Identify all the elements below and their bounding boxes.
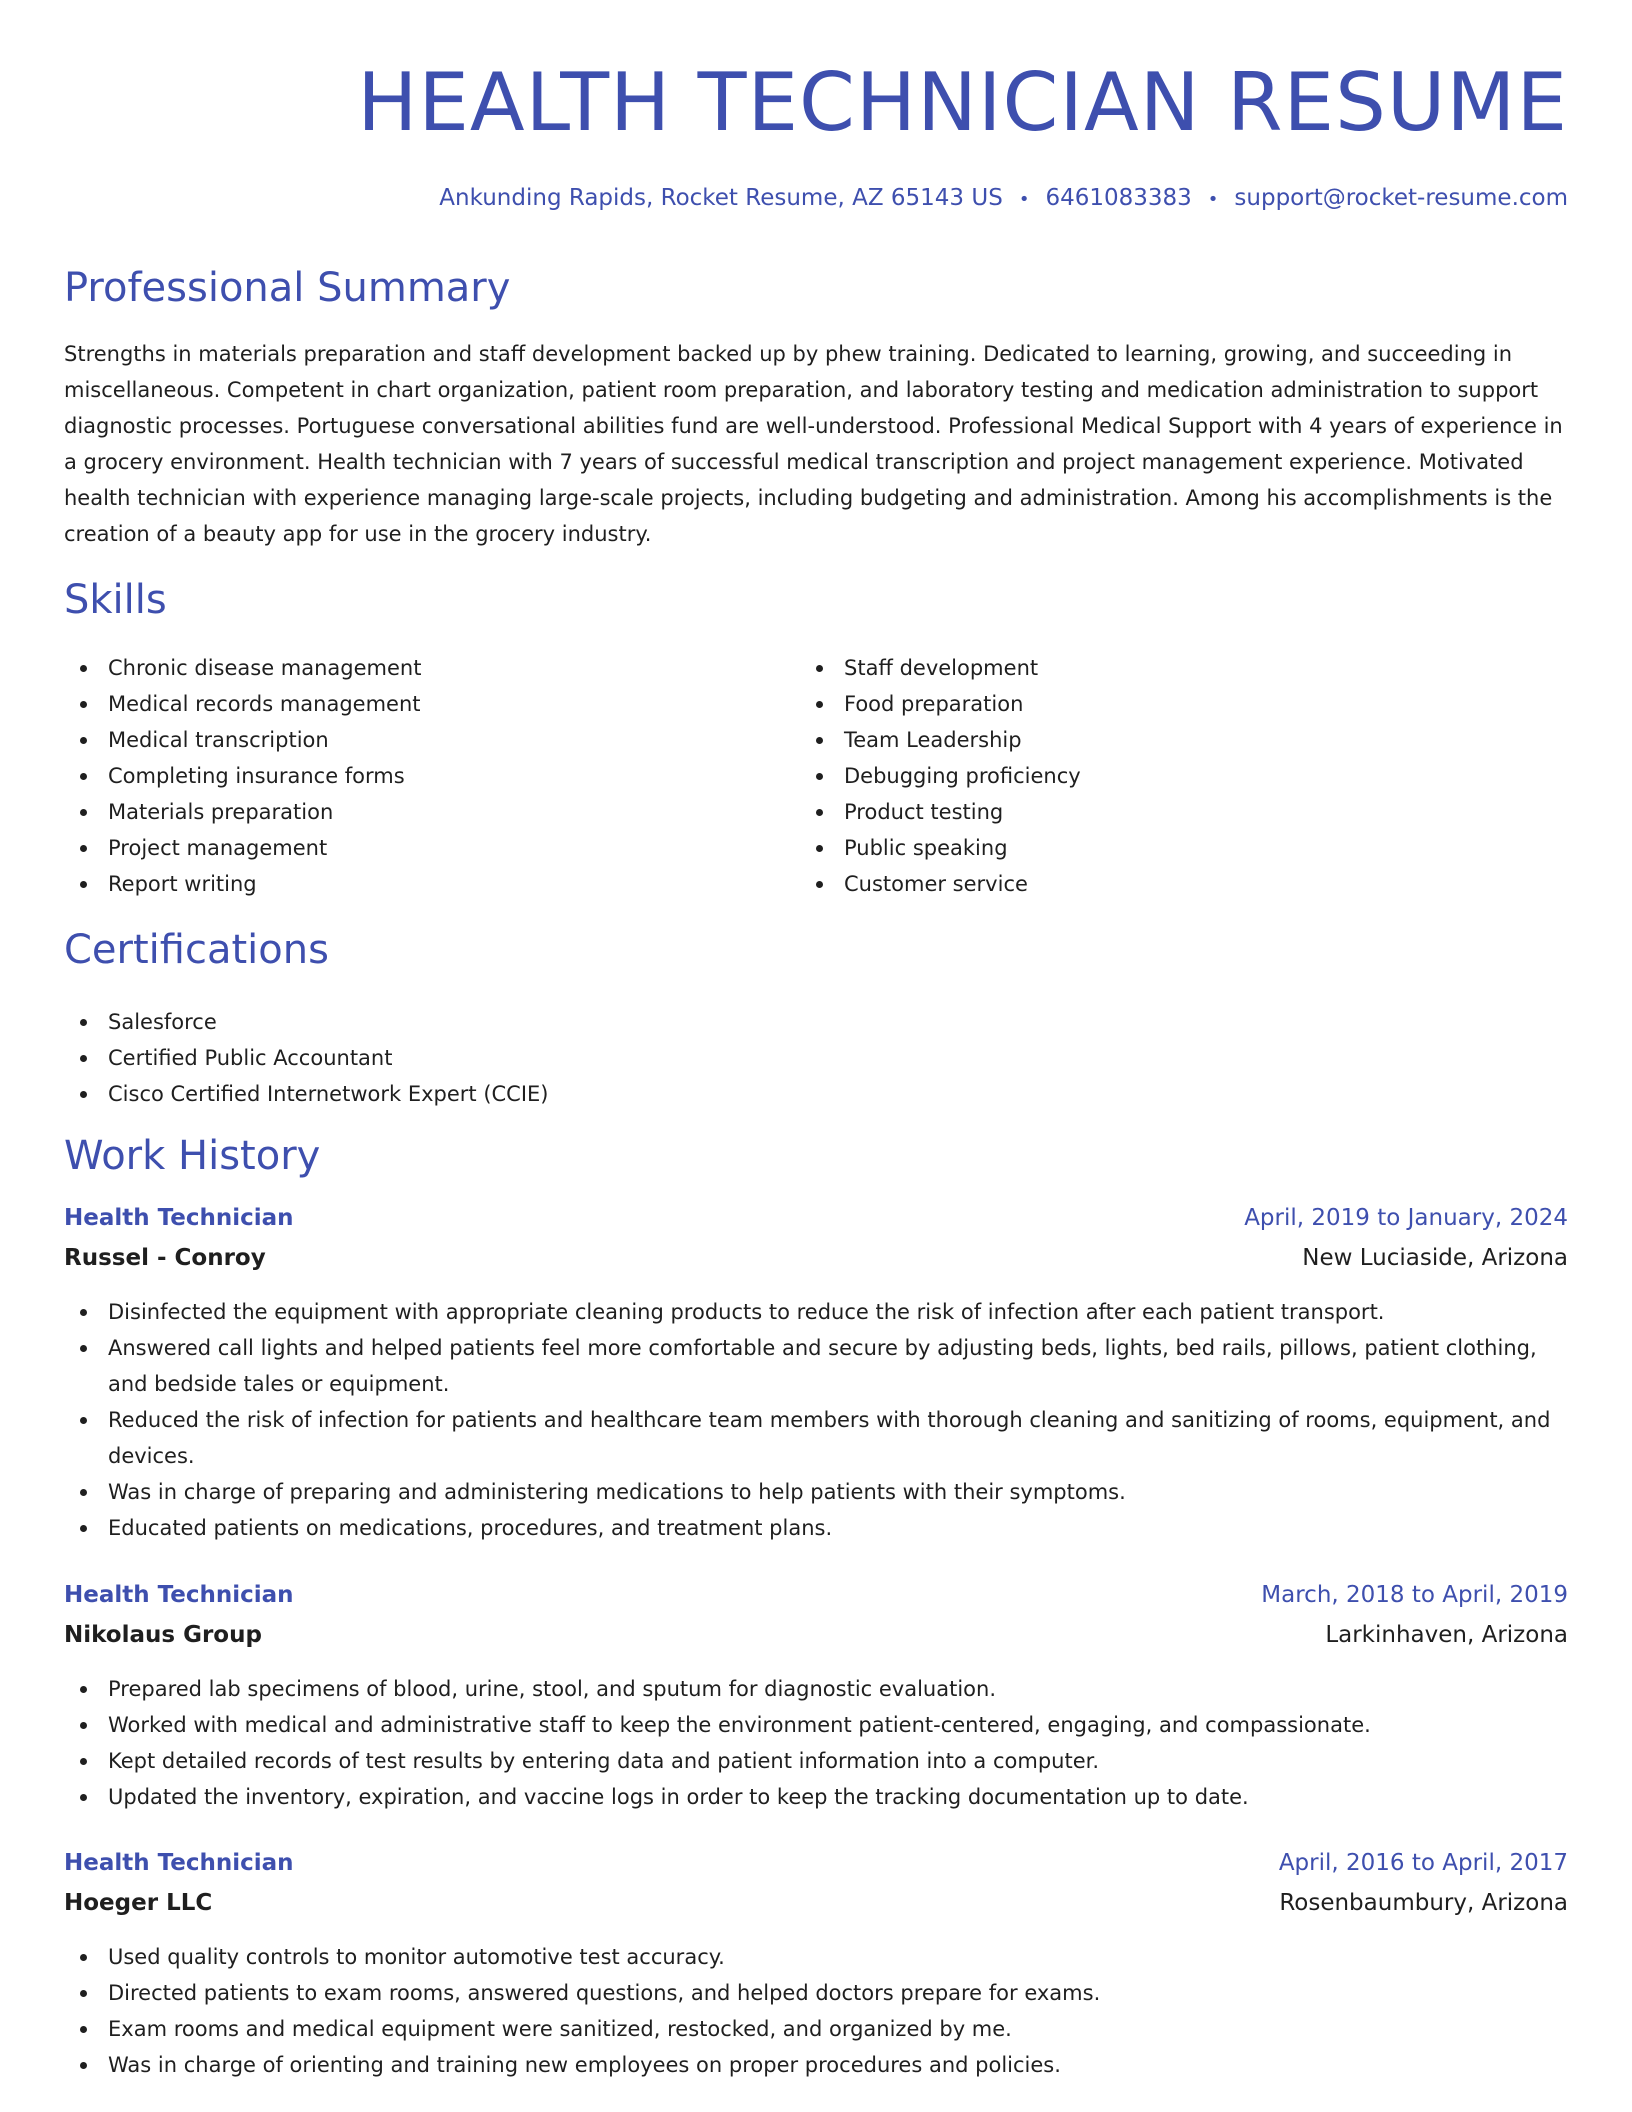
job-dates: March, 2018 to April, 2019 — [1261, 1582, 1568, 1608]
job-company-row — [64, 1617, 1568, 1657]
job-company: Hoeger LLC — [64, 1890, 213, 1916]
job-entry — [64, 1200, 1568, 1546]
job-company-row — [64, 1240, 1568, 1280]
job-bullet: Was in charge of orienting and training new employees on proper procedures and policies. — [64, 2047, 1568, 2083]
work-history-heading: Work History — [64, 1133, 321, 1179]
job-title-row — [64, 1200, 1568, 1240]
job-bullets — [64, 1939, 1568, 2083]
job-location: Rosenbaumbury, Arizona — [1279, 1890, 1568, 1916]
summary-heading: Professional Summary — [64, 265, 511, 311]
certifications-section — [64, 1004, 1568, 1112]
contact-address: Ankunding Rapids, Rocket Resume, AZ 65143 US — [439, 185, 1003, 211]
job-bullet: Updated the inventory, expiration, and vaccine logs in order to keep the tracking documentation up to date. — [64, 1779, 1568, 1815]
job-bullet: Educated patients on medications, procedures, and treatment plans. — [64, 1510, 1568, 1546]
job-bullets — [64, 1294, 1568, 1546]
job-title-row — [64, 1845, 1568, 1885]
certifications-list — [64, 1004, 1568, 1112]
job-company-row — [64, 1885, 1568, 1925]
skills-left-column — [64, 650, 804, 902]
certifications-heading: Certifications — [64, 927, 329, 973]
skill-item: Medical transcription — [64, 722, 804, 758]
contact-line — [439, 182, 1568, 216]
skill-item: Materials preparation — [64, 794, 804, 830]
skills-left-list — [64, 650, 804, 902]
summary-text: Strengths in materials preparation and staff development backed up by phew training. Dedicated to learning, growing, and succeeding in miscellaneous. Competent in chart organization, patient room preparation, and laboratory testing and medication administration to support diagnostic processes. Portuguese conversational abilities fund are well-understood. Professional Medical Support with 4 years of experience in a grocery environment. Health technician with 7 years of successful medical transcription and project management experience. Motivated health technician with experience managing large-scale projects, including budgeting and administration. Among his accomplishments is the creation of a beauty app for use in the grocery industry. — [64, 342, 1563, 546]
job-title: Health Technician — [64, 1582, 294, 1608]
job-dates: April, 2019 to January, 2024 — [1244, 1205, 1568, 1231]
certification-item: Salesforce — [64, 1004, 1568, 1040]
skill-item: Project management — [64, 830, 804, 866]
contact-separator: • — [1018, 189, 1030, 210]
job-entry — [64, 1577, 1568, 1815]
skill-item: Chronic disease management — [64, 650, 804, 686]
job-bullet: Reduced the risk of infection for patients and healthcare team members with thorough cleaning and sanitizing of rooms, equipment, and devices. — [64, 1402, 1568, 1474]
skill-item: Medical records management — [64, 686, 804, 722]
job-location: New Luciaside, Arizona — [1302, 1245, 1568, 1271]
skill-item: Staff development — [800, 650, 1540, 686]
skill-item: Public speaking — [800, 830, 1540, 866]
job-bullet: Worked with medical and administrative staff to keep the environment patient-centered, engaging, and compassionate. — [64, 1707, 1568, 1743]
skill-item: Report writing — [64, 866, 804, 902]
job-entry — [64, 1845, 1568, 2083]
certification-item: Certified Public Accountant — [64, 1040, 1568, 1076]
job-dates: April, 2016 to April, 2017 — [1278, 1850, 1568, 1876]
skill-item: Product testing — [800, 794, 1540, 830]
skill-item: Team Leadership — [800, 722, 1540, 758]
job-bullet: Used quality controls to monitor automotive test accuracy. — [64, 1939, 1568, 1975]
skill-item: Customer service — [800, 866, 1540, 902]
job-company: Nikolaus Group — [64, 1622, 262, 1648]
skill-item: Debugging proficiency — [800, 758, 1540, 794]
job-bullet: Directed patients to exam rooms, answered questions, and helped doctors prepare for exams. — [64, 1975, 1568, 2011]
job-location: Larkinhaven, Arizona — [1325, 1622, 1568, 1648]
contact-separator: • — [1207, 189, 1219, 210]
job-bullet: Prepared lab specimens of blood, urine, stool, and sputum for diagnostic evaluation. — [64, 1671, 1568, 1707]
job-title-row — [64, 1577, 1568, 1617]
skills-right-list — [800, 650, 1540, 902]
skill-item: Completing insurance forms — [64, 758, 804, 794]
contact-email[interactable]: support@rocket-resume.com — [1234, 185, 1568, 211]
job-bullets — [64, 1671, 1568, 1815]
job-bullet: Exam rooms and medical equipment were sanitized, restocked, and organized by me. — [64, 2011, 1568, 2047]
skills-heading: Skills — [64, 577, 167, 623]
job-bullet: Answered call lights and helped patients feel more comfortable and secure by adjusting beds, lights, bed rails, pillows, patient clothing, and bedside tales or equipment. — [64, 1330, 1568, 1402]
resume-title: HEALTH TECHNICIAN RESUME — [357, 56, 1568, 149]
job-bullet: Was in charge of preparing and administering medications to help patients with their symptoms. — [64, 1474, 1568, 1510]
job-company: Russel - Conroy — [64, 1245, 266, 1271]
skills-right-column — [800, 650, 1540, 902]
job-title: Health Technician — [64, 1205, 294, 1231]
job-title: Health Technician — [64, 1850, 294, 1876]
skill-item: Food preparation — [800, 686, 1540, 722]
contact-phone[interactable]: 6461083383 — [1045, 185, 1192, 211]
certification-item: Cisco Certified Internetwork Expert (CCIE) — [64, 1076, 1568, 1112]
job-bullet: Kept detailed records of test results by entering data and patient information into a computer. — [64, 1743, 1568, 1779]
job-bullet: Disinfected the equipment with appropriate cleaning products to reduce the risk of infection after each patient transport. — [64, 1294, 1568, 1330]
